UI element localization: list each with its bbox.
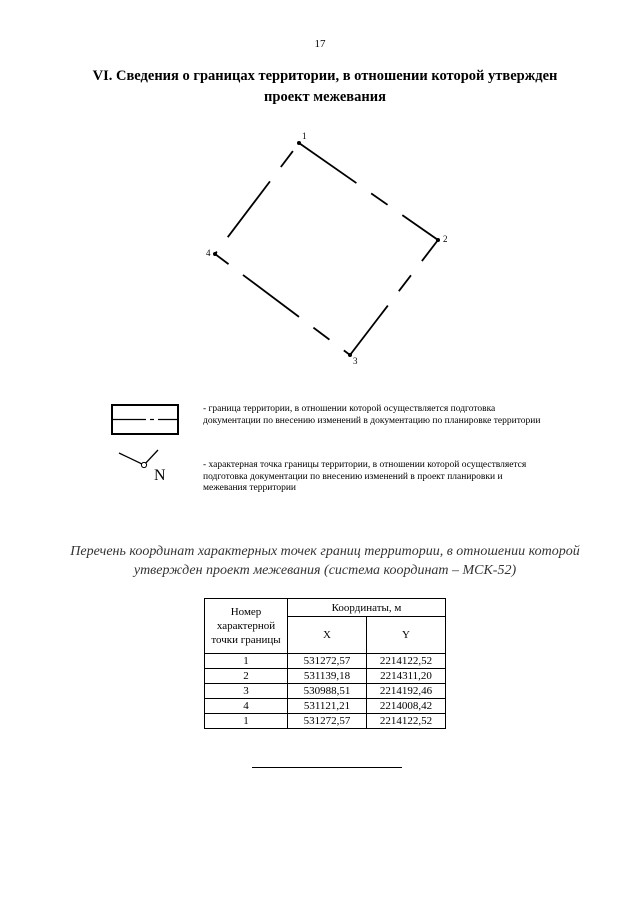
boundary-point-3 — [348, 353, 352, 357]
table-row — [205, 714, 446, 729]
table-row — [205, 669, 446, 684]
table-row — [205, 654, 446, 669]
legend-boundary-symbol — [110, 402, 180, 436]
cell-y: 2214192,46 — [367, 684, 446, 699]
coordinates-list-title: Перечень координат характерных точек границ территории, в отношении которой утвержден проект межевания (система координат – МСК-52) — [70, 544, 580, 578]
cell-x: 530988,51 — [288, 684, 367, 699]
cell-x: 531139,18 — [288, 669, 367, 684]
legend-point-text: - характерная точка границы территории, в отношении которой осуществляется подготовка документации по внесению изменений в проект планировки и межевания территории — [203, 460, 527, 493]
boundary-scheme — [195, 128, 455, 373]
point-label-1: 1 — [302, 131, 307, 141]
header-coordinates: Координаты, м — [288, 599, 446, 617]
coordinates-table — [204, 598, 446, 729]
cell-x: 531272,57 — [288, 654, 367, 669]
section-title: VI. Сведения о границах территории, в отношении которой утвержден проект межевания — [92, 68, 558, 105]
legend-point-symbol — [116, 445, 176, 483]
page-number: 17 — [314, 38, 326, 50]
table-row — [205, 684, 446, 699]
header-x: X — [288, 617, 367, 654]
cell-y: 2214122,52 — [367, 714, 446, 729]
cell-point: 3 — [205, 684, 288, 699]
legend-point-label: N — [154, 467, 166, 483]
point-label-4: 4 — [206, 248, 211, 258]
cell-y: 2214122,52 — [367, 654, 446, 669]
point-label-3: 3 — [353, 356, 358, 366]
legend-boundary-text: - граница территории, в отношении которой осуществляется подготовка документации по внесению изменений в документацию по планировке территории — [203, 404, 541, 426]
table-row — [205, 699, 446, 714]
cell-x: 531121,21 — [288, 699, 367, 714]
point-label-2: 2 — [443, 234, 448, 244]
cell-point: 2 — [205, 669, 288, 684]
header-y: Y — [367, 617, 446, 654]
boundary-point-4 — [213, 252, 217, 256]
end-separator-line — [252, 767, 402, 768]
boundary-point-1 — [297, 141, 301, 145]
cell-point: 1 — [205, 714, 288, 729]
cell-y: 2214311,20 — [367, 669, 446, 684]
cell-point: 4 — [205, 699, 288, 714]
cell-y: 2214008,42 — [367, 699, 446, 714]
boundary-polygon — [215, 143, 438, 355]
cell-point: 1 — [205, 654, 288, 669]
boundary-point-2 — [436, 238, 440, 242]
header-point-number: Номер характерной точки границы — [205, 599, 288, 654]
cell-x: 531272,57 — [288, 714, 367, 729]
